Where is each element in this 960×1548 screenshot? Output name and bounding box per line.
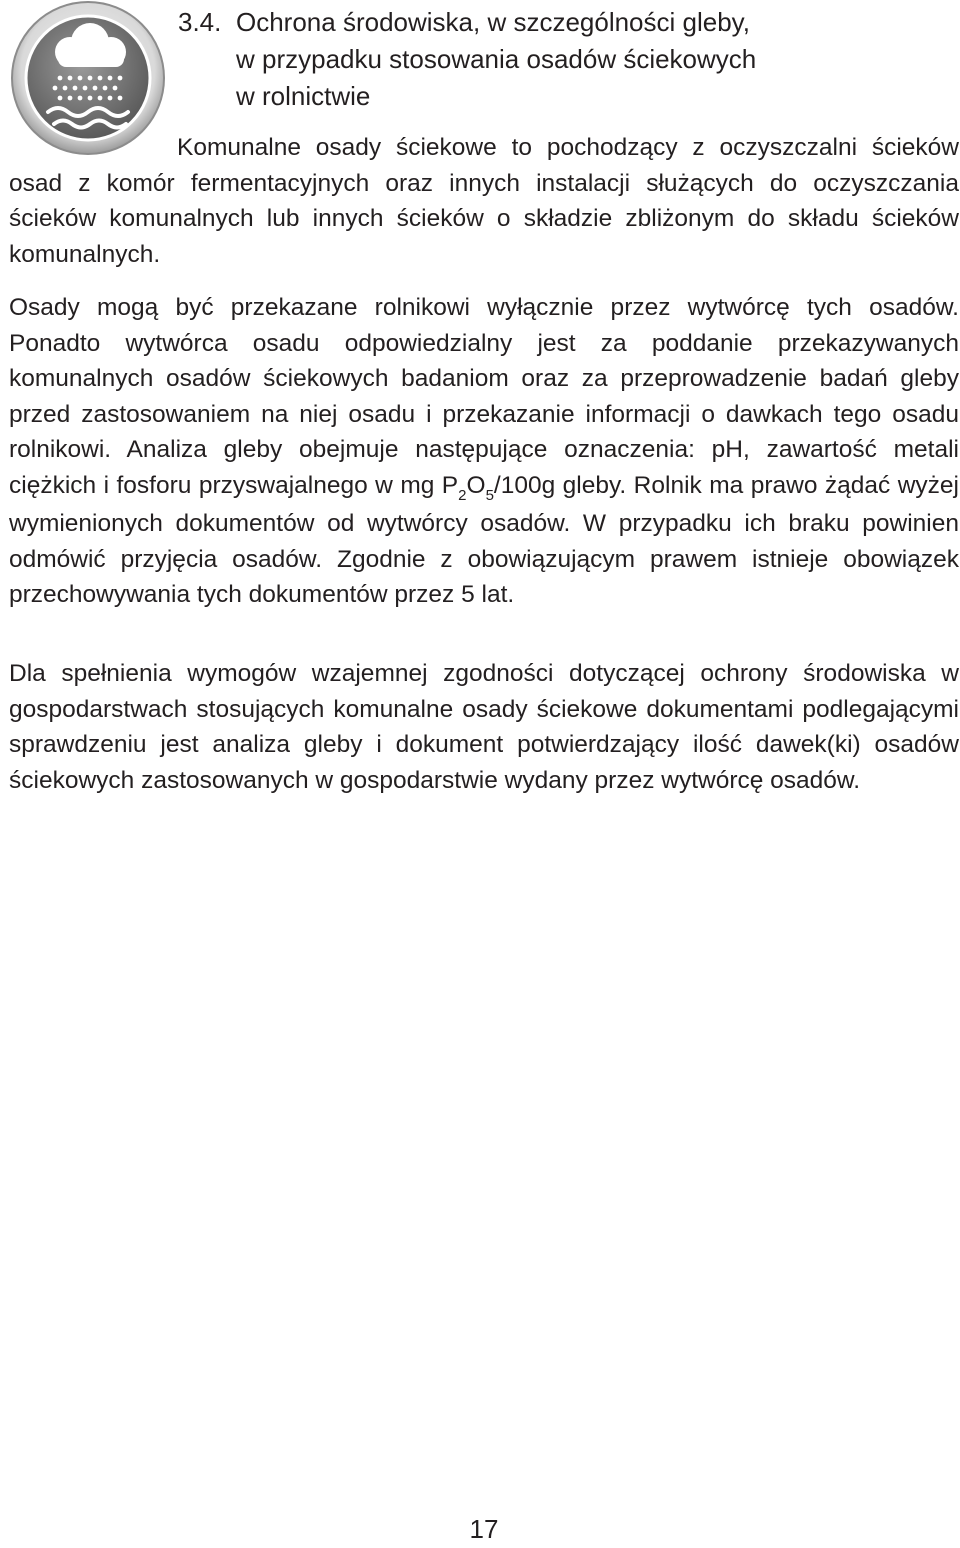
section-heading: [178, 4, 948, 115]
section-title-line1: Ochrona środowiska, w szczególności gleby,: [236, 7, 750, 37]
subscript-2: 2: [458, 486, 467, 504]
paragraph-obligations-text-o: O: [466, 471, 486, 499]
paragraph-definition: Komunalne osady ściekowe to pochodzący z oczyszczalni ścieków osad z komór fermentacyjnych oraz innych instalacji służących do oczyszczania ścieków komunalnych lub innych ścieków o składzie zbliżonym do składu ścieków komunalnych.: [9, 134, 959, 268]
paragraph-obligations: [9, 290, 959, 613]
paragraph-obligations-text-a: Osady mogą być przekazane rolnikowi wyłącznie przez wytwórcę tych osadów. Ponadto wytwórca osadu odpowiedzialny jest za poddanie przekazywanych komunalnych osadów ściekowych badaniom oraz za przeprowadzenie badań gleby przed zastosowaniem na niej osadu i przekazanie informacji o dawkach tego osadu rolnikowi. Analiza gleby obejmuje następujące oznaczenia: pH, zawartość metali ciężkich i fosforu przyswajalnego w mg P: [9, 294, 959, 499]
page-number: 17: [469, 1514, 499, 1544]
paragraph-compliance: Dla spełnienia wymogów wzajemnej zgodności dotyczącej ochrony środowiska w gospodarstwach stosujących komunalne osady ściekowe dokumentami podlegającymi sprawdzeniu jest analiza gleby i dokument potwierdzający ilość dawek(ki) osadów ściekowych zastosowanych w gospodarstwie wydany przez wytwórcę osadów.: [9, 660, 959, 794]
section-title-line2: w przypadku stosowania osadów ściekowych: [236, 44, 757, 74]
section-number: 3.4.: [178, 7, 222, 37]
paragraph-obligations-text-b: /100g gleby. Rolnik ma prawo żądać wyżej wymienionych dokumentów od wytwórcy osadów. W przypadku ich braku powinien odmówić przyjęcia osadów. Zgodnie z obowiązującym prawem istnieje obowiązek przechowywania tych dokumentów przez 5 lat.: [9, 471, 959, 608]
section-title-line3: w rolnictwie: [236, 81, 371, 111]
subscript-5: 5: [485, 486, 494, 504]
